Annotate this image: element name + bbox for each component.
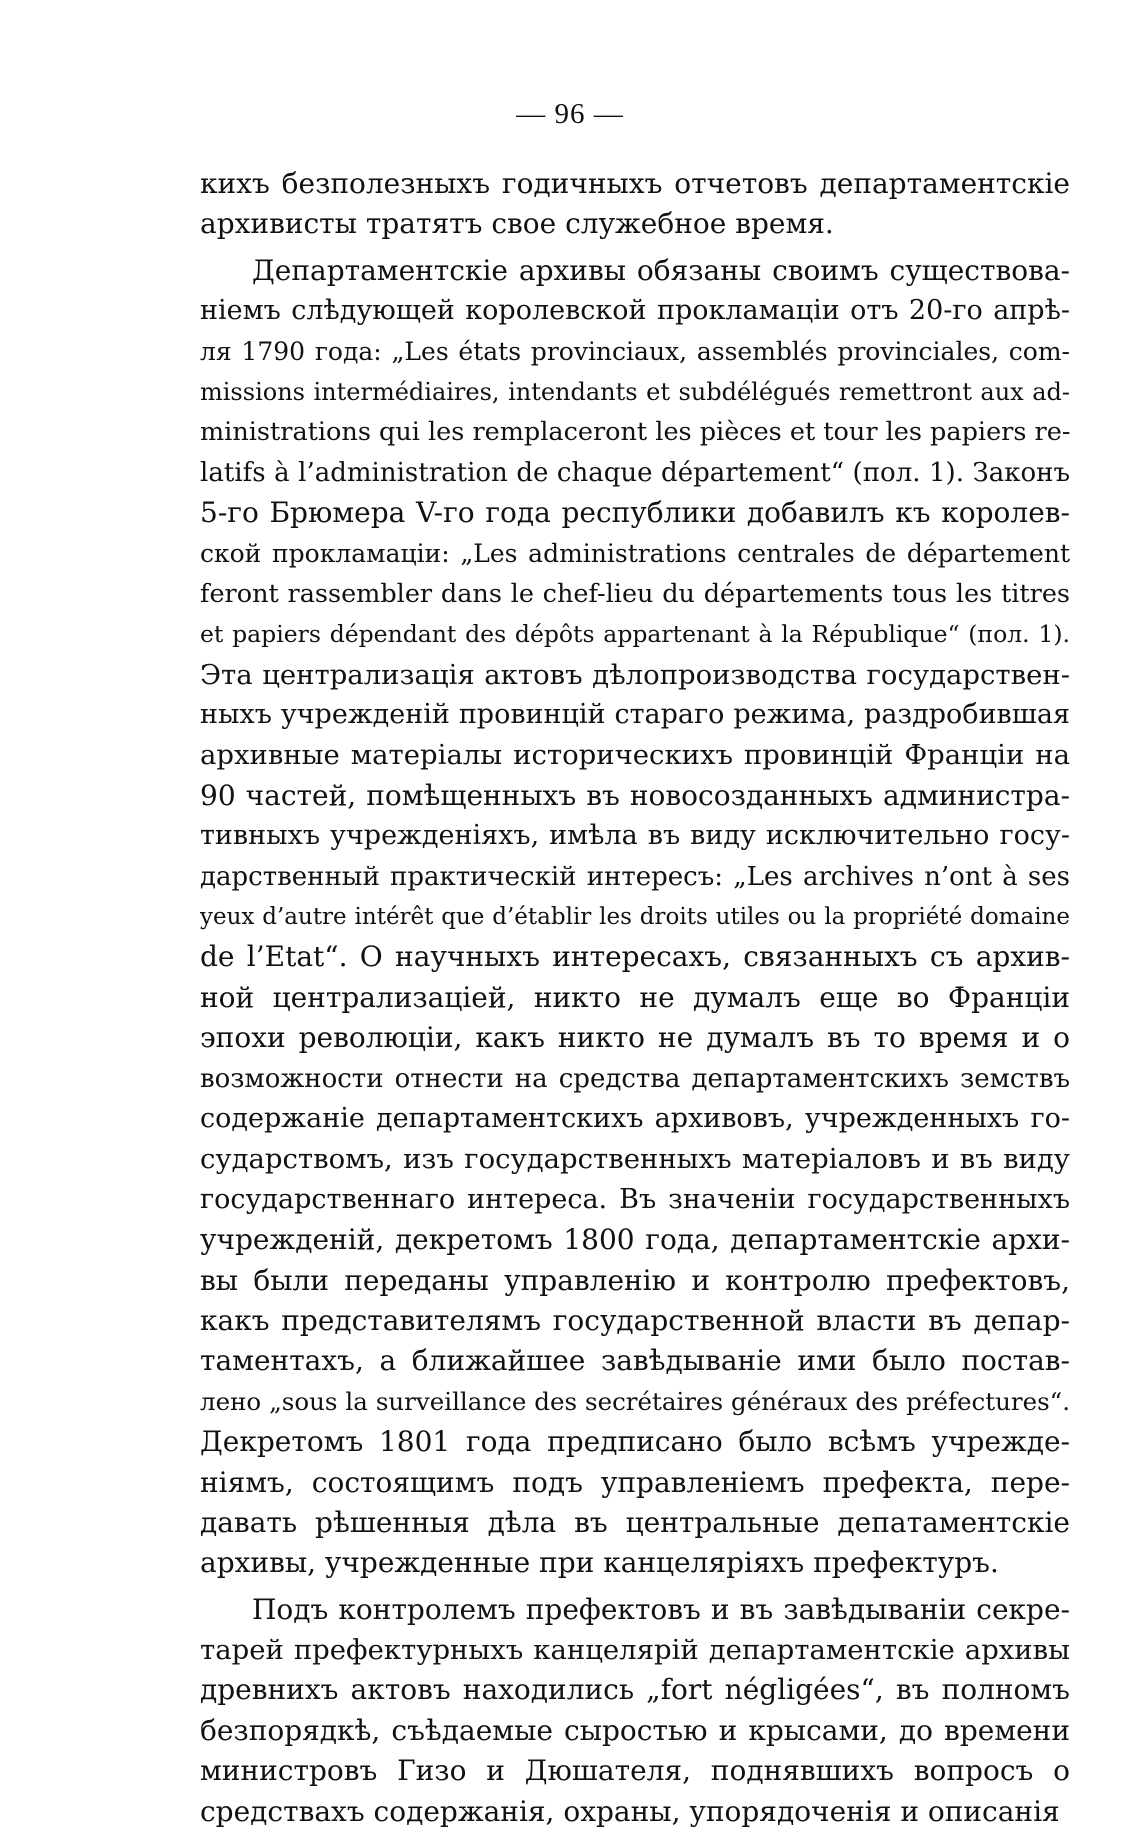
text-line: сударствомъ, изъ государственныхъ матеріаловъ и въ виду bbox=[200, 1143, 1070, 1176]
text-line: latifs à l’administration de chaque département“ (пол. 1). Законъ bbox=[200, 457, 1070, 488]
text-line: missions intermédiaires, intendants et subdélégués remettront aux ad- bbox=[200, 377, 1070, 406]
text-line: 90 частей, помѣщенныхъ въ новосозданныхъ администра- bbox=[200, 778, 1070, 812]
paragraph bbox=[200, 251, 1070, 1584]
text-line: et papiers dépendant des dépôts appartenant à la République“ (пол. 1). bbox=[200, 620, 1070, 649]
text-line: архивисты тратятъ свое служебное время. bbox=[200, 207, 834, 241]
text-line: ministrations qui les remplaceront les pièces et tour les papiers re- bbox=[200, 417, 1070, 448]
text-line: Подъ контролемъ префектовъ и въ завѣдываніи секре- bbox=[252, 1592, 1070, 1626]
text-line: feront rassembler dans le chef-lieu du départements tous les titres bbox=[200, 578, 1070, 609]
text-line: какъ представителямъ государственной власти въ депар- bbox=[200, 1303, 1070, 1337]
text-line: de l’Etat“. О научныхъ интересахъ, связанныхъ съ архив- bbox=[200, 940, 1070, 974]
text-line: ніямъ, состоящимъ подъ управленіемъ префекта, пере- bbox=[200, 1465, 1070, 1499]
text-line: содержаніе департаментскихъ архивовъ, учрежденныхъ го- bbox=[200, 1102, 1070, 1134]
text-line: министровъ Гизо и Дюшателя, поднявшихъ вопросъ о bbox=[200, 1754, 1070, 1788]
text-line: кихъ безполезныхъ годичныхъ отчетовъ департаментскіе bbox=[200, 167, 1070, 200]
text-line: ля 1790 года: „Les états provinciaux, assemblés provinciales, com- bbox=[200, 336, 1070, 366]
text-line: таментахъ, а ближайшее завѣдываніе ими было постав- bbox=[200, 1344, 1070, 1378]
text-line: эпохи революціи, какъ никто не думалъ въ то время и о bbox=[200, 1021, 1070, 1055]
text-line: ной централизаціей, никто не думалъ еще во Франціи bbox=[200, 980, 1070, 1014]
text-line: ской прокламаціи: „Les administrations centrales de département bbox=[200, 538, 1070, 568]
body-text bbox=[200, 164, 1070, 1832]
text-line: возможности отнести на средства департаментскихъ земствъ bbox=[200, 1063, 1070, 1094]
text-line: 5-го Брюмера V-го года республики добавилъ къ королев- bbox=[200, 496, 1070, 530]
text-line: вы были переданы управленію и контролю префектовъ, bbox=[200, 1263, 1070, 1297]
text-line: Департаментскіе архивы обязаны своимъ существова- bbox=[252, 253, 1070, 287]
text-line: архивные матеріалы историческихъ провинцій Франціи на bbox=[200, 739, 1070, 772]
paragraph bbox=[200, 164, 1070, 245]
text-line: Эта централизація актовъ дѣлопроизводства государствен- bbox=[200, 658, 1070, 691]
text-line: ніемъ слѣдующей королевской прокламаціи отъ 20-го апрѣ- bbox=[200, 295, 1070, 327]
text-line: архивы, учрежденные при канцеляріяхъ префектуръ. bbox=[200, 1546, 999, 1580]
text-line: учрежденій, декретомъ 1800 года, департаментскіе архи- bbox=[200, 1223, 1070, 1257]
text-line: государственнаго интереса. Въ значеніи государственныхъ bbox=[200, 1183, 1070, 1215]
text-line: древнихъ актовъ находились „fort négligées“, въ полномъ bbox=[200, 1673, 1070, 1707]
page-number: — 96 — bbox=[516, 98, 624, 130]
text-line: безпорядкѣ, съѣдаемые сыростью и крысами, до времени bbox=[200, 1713, 1070, 1747]
text-line: средствахъ содержанія, охраны, упорядоченія и описанія bbox=[200, 1794, 1060, 1828]
text-line: тивныхъ учрежденіяхъ, имѣла въ виду исключительно госу- bbox=[200, 820, 1070, 852]
text-line: Декретомъ 1801 года предписано было всѣмъ учрежде- bbox=[200, 1425, 1070, 1459]
paragraph bbox=[200, 1590, 1070, 1832]
text-line: дарственный практическій интересъ: „Les archives n’ont à ses bbox=[200, 861, 1070, 892]
text-line: тарей префектурныхъ канцелярій департаментскіе архивы bbox=[200, 1634, 1070, 1667]
text-line: ныхъ учрежденій провинцій стараго режима, раздробившая bbox=[200, 699, 1070, 731]
text-line: лено „sous la surveillance des secrétaires généraux des préfectures“. bbox=[200, 1386, 1070, 1416]
text-line: yeux d’autre intérêt que d’établir les droits utiles ou la propriété domaine bbox=[200, 904, 1070, 931]
text-line: давать рѣшенныя дѣла въ центральные депатаментскіе bbox=[200, 1505, 1070, 1539]
